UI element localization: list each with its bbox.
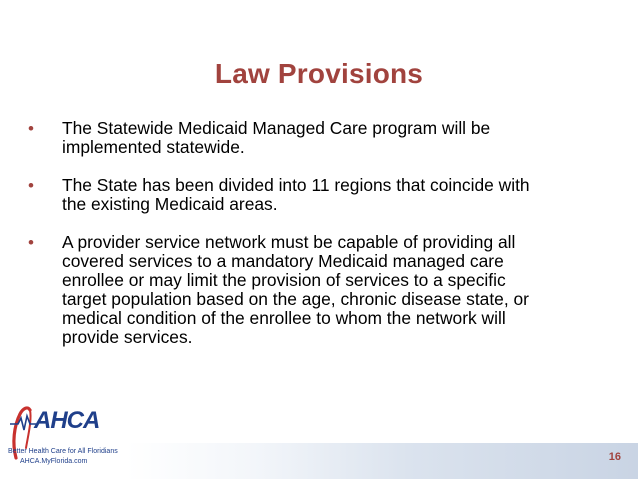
footer-bar xyxy=(126,443,638,479)
bullet-marker: • xyxy=(28,176,34,195)
bullet-line: covered services to a mandatory Medicaid managed care xyxy=(62,251,504,271)
page-number: 16 xyxy=(608,451,621,463)
bullet-line: The Statewide Medicaid Managed Care program will be xyxy=(62,118,491,138)
bullet-marker: • xyxy=(28,119,34,138)
bullet-item xyxy=(26,176,606,214)
logo-tagline: Better Health Care for All Floridians xyxy=(8,448,118,455)
bullet-line: enrollee or may limit the provision of services to a specific xyxy=(62,270,506,290)
bullet-line: target population based on the age, chronic disease state, or xyxy=(62,289,529,309)
logo-wordmark: AHCA xyxy=(34,407,100,434)
logo-website: AHCA.MyFlorida.com xyxy=(20,458,88,465)
bullet-line: A provider service network must be capable of providing all xyxy=(62,232,516,252)
bullet-line: provide services. xyxy=(62,327,193,347)
bullet-line: the existing Medicaid areas. xyxy=(62,194,278,214)
bullet-line: The State has been divided into 11 regions that coincide with xyxy=(62,175,530,195)
bullet-line: medical condition of the enrollee to whom the network will xyxy=(62,308,506,328)
bullet-line: implemented statewide. xyxy=(62,137,245,157)
bullet-list xyxy=(26,119,606,347)
bullet-marker: • xyxy=(28,233,34,252)
bullet-item xyxy=(26,119,606,157)
bullet-item xyxy=(26,233,606,347)
slide-title: Law Provisions xyxy=(214,58,424,89)
